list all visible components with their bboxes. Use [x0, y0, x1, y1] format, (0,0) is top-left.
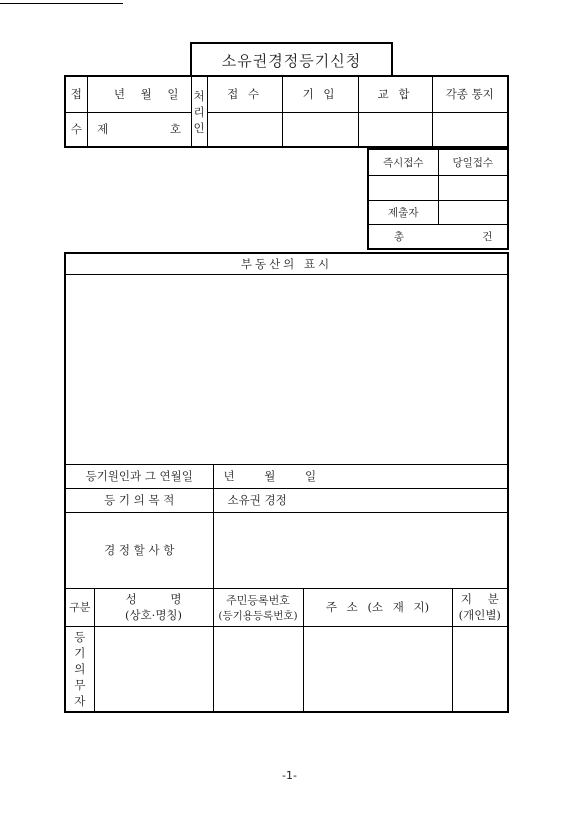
obligor-label: 등 기 의 무 자 — [65, 626, 94, 712]
col-address: 주 소 (소 재 지) — [303, 588, 452, 626]
obligor-id-cell[interactable] — [213, 626, 303, 712]
col-verify: 교 합 — [358, 76, 432, 112]
reception-number-label: 제 호 — [87, 112, 191, 147]
count-unit: 건 — [482, 230, 493, 243]
same-day-receipt-label: 당일접수 — [438, 149, 508, 175]
reception-date-label: 년 월 일 — [87, 76, 191, 112]
property-header: 부동산의 표시 — [65, 253, 508, 274]
col-share: 지 분 (개인별) — [452, 588, 508, 626]
cause-value[interactable]: 년 월 일 — [213, 464, 508, 488]
cell-notices[interactable] — [432, 112, 508, 147]
obligor-share-cell[interactable] — [452, 626, 508, 712]
purpose-value[interactable]: 소유권 경정 — [213, 488, 508, 512]
cause-label: 등기원인과 그 연월일 — [65, 464, 213, 488]
immediate-receipt-label: 즉시접수 — [368, 149, 438, 175]
reception-label-bottom: 수 — [65, 112, 87, 147]
top-rule — [0, 3, 123, 4]
col-entry: 기 입 — [282, 76, 358, 112]
property-description-area[interactable] — [65, 274, 508, 464]
submitter-label: 제출자 — [368, 200, 438, 224]
same-day-receipt-cell[interactable] — [438, 175, 508, 200]
main-form — [64, 252, 509, 713]
col-receipt: 접 수 — [207, 76, 282, 112]
cell-entry[interactable] — [282, 112, 358, 147]
cell-verify[interactable] — [358, 112, 432, 147]
page-number: -1- — [282, 769, 297, 782]
submitter-cell[interactable] — [438, 200, 508, 224]
immediate-receipt-cell[interactable] — [368, 175, 438, 200]
reception-table — [64, 75, 509, 148]
correction-value[interactable] — [213, 512, 508, 588]
correction-label: 경 정 할 사 항 — [65, 512, 213, 588]
col-notices: 각종 통지 — [432, 76, 508, 112]
total-label: 총 — [393, 230, 405, 243]
purpose-label: 등 기 의 목 적 — [65, 488, 213, 512]
obligor-address-cell[interactable] — [303, 626, 452, 712]
col-name: 성 명 (상호·명칭) — [94, 588, 213, 626]
col-id-number: 주민등록번호 (등기용등록번호) — [213, 588, 303, 626]
total-count — [368, 224, 508, 249]
processor-label: 처 리 인 — [191, 76, 207, 147]
document-title: 소유권경정등기신청 — [190, 42, 393, 76]
col-category: 구분 — [65, 588, 94, 626]
side-box — [367, 148, 509, 250]
reception-label-top: 접 — [65, 76, 87, 112]
obligor-name-cell[interactable] — [94, 626, 213, 712]
cell-receipt[interactable] — [207, 112, 282, 147]
